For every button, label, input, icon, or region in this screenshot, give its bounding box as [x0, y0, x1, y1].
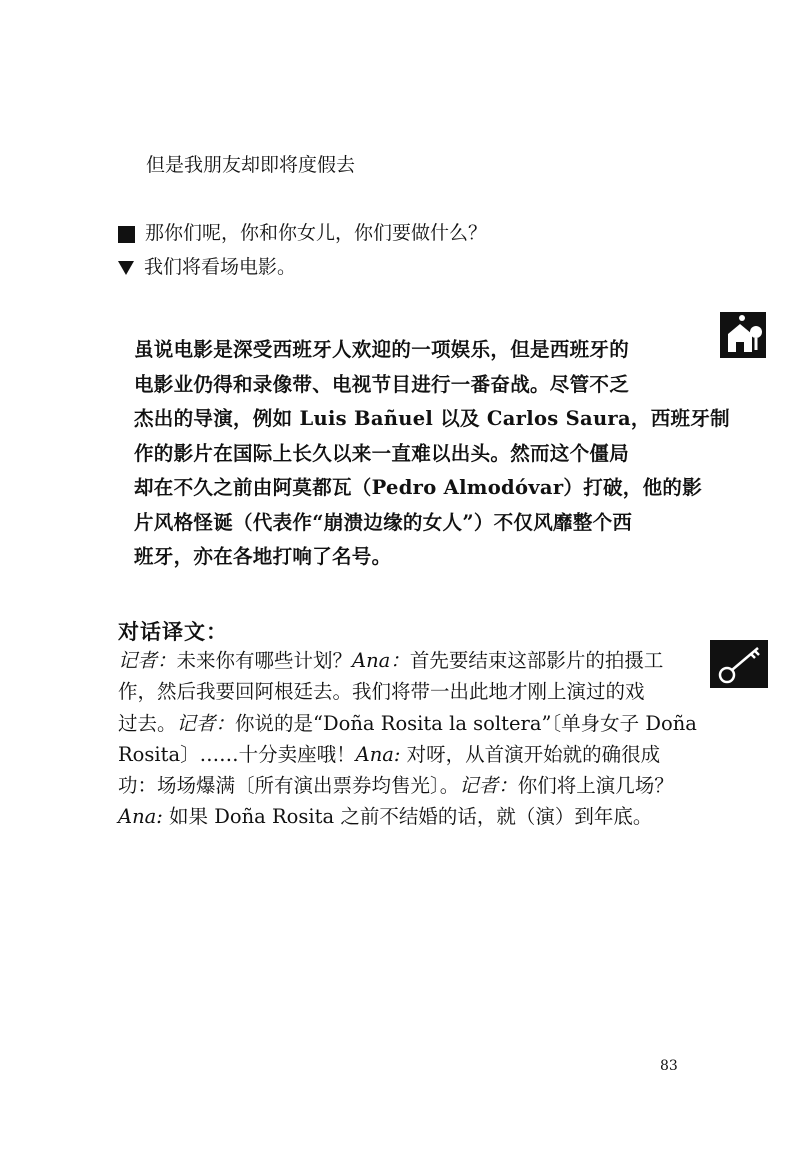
translation-text: [118, 645, 698, 833]
dialog-text: 你说的是“Doña Rosita la soltera”〔单身女子 Doña: [235, 711, 697, 735]
culture-note-line: 虽说电影是深受西班牙人欢迎的一项娱乐，但是西班牙的: [134, 338, 630, 361]
translation-line: [118, 801, 698, 832]
square-bullet-icon: [118, 226, 135, 243]
triangle-bullet-icon: [118, 261, 134, 275]
answer-text: 我们将看场电影。: [144, 256, 297, 278]
page-number: 83: [660, 1058, 678, 1074]
culture-note-line: 却在不久之前由阿莫都瓦（Pedro Almodóvar）打破，他的影: [134, 476, 703, 499]
question-text: 那你们呢，你和你女儿，你们要做什么？: [145, 222, 488, 244]
dialog-text: 如果 Doña Rosita 之前不结婚的话，就（演）到年底。: [162, 805, 653, 829]
speaker-label: 记者：: [118, 649, 177, 672]
culture-note-line: 作的影片在国际上长久以来一直难以出头。然而这个僵局: [134, 441, 630, 465]
speaker-label: 记者：: [459, 774, 518, 798]
speaker-label: 记者：: [176, 711, 236, 735]
culture-note-line: 杰出的导演，例如 Luis Bañuel 以及 Carlos Saura，西班牙制: [134, 407, 730, 430]
dialog-text: 首先要结束这部影片的拍摄工: [409, 649, 664, 672]
dialog-text: Rosita〕……十分卖座哦！: [118, 742, 356, 766]
culture-note: [134, 333, 730, 575]
translation-line: [118, 676, 698, 707]
culture-note-line: 班牙，亦在各地打响了名号。: [134, 545, 392, 568]
dialog-text: 作，然后我要回阿根廷去。我们将带一出此地才刚上演过的戏: [118, 680, 645, 704]
speaker-label: Ana：: [352, 649, 410, 672]
dialog-text: 过去。: [118, 711, 177, 735]
culture-note-line: 电影业仍得和录像带、电视节目进行一番奋战。尽管不乏: [134, 372, 630, 396]
translation-line: [118, 770, 698, 801]
dialog-text: 你们将上演几场？: [517, 774, 674, 798]
culture-note-line: 片风格怪诞（代表作“崩溃边缘的女人”）不仅风靡整个西: [134, 510, 633, 534]
translation-line: [118, 645, 698, 676]
dialog-text: 未来你有哪些计划？: [176, 649, 353, 672]
intro-line: 但是我朋友却即将度假去: [146, 154, 356, 176]
question-line: [118, 224, 487, 243]
key-icon: [710, 640, 768, 688]
translation-heading: 对话译文：: [118, 620, 228, 644]
translation-line: [118, 739, 698, 770]
house-figure-icon: [720, 312, 766, 358]
answer-line: [118, 258, 296, 277]
speaker-label: Ana:: [355, 742, 401, 766]
speaker-label: Ana:: [118, 805, 163, 829]
dialog-text: 对呀，从首演开始就的确很成: [400, 742, 661, 766]
dialog-text: 功：场场爆满〔所有演出票券均售光〕。: [118, 774, 460, 798]
translation-line: [118, 708, 698, 739]
